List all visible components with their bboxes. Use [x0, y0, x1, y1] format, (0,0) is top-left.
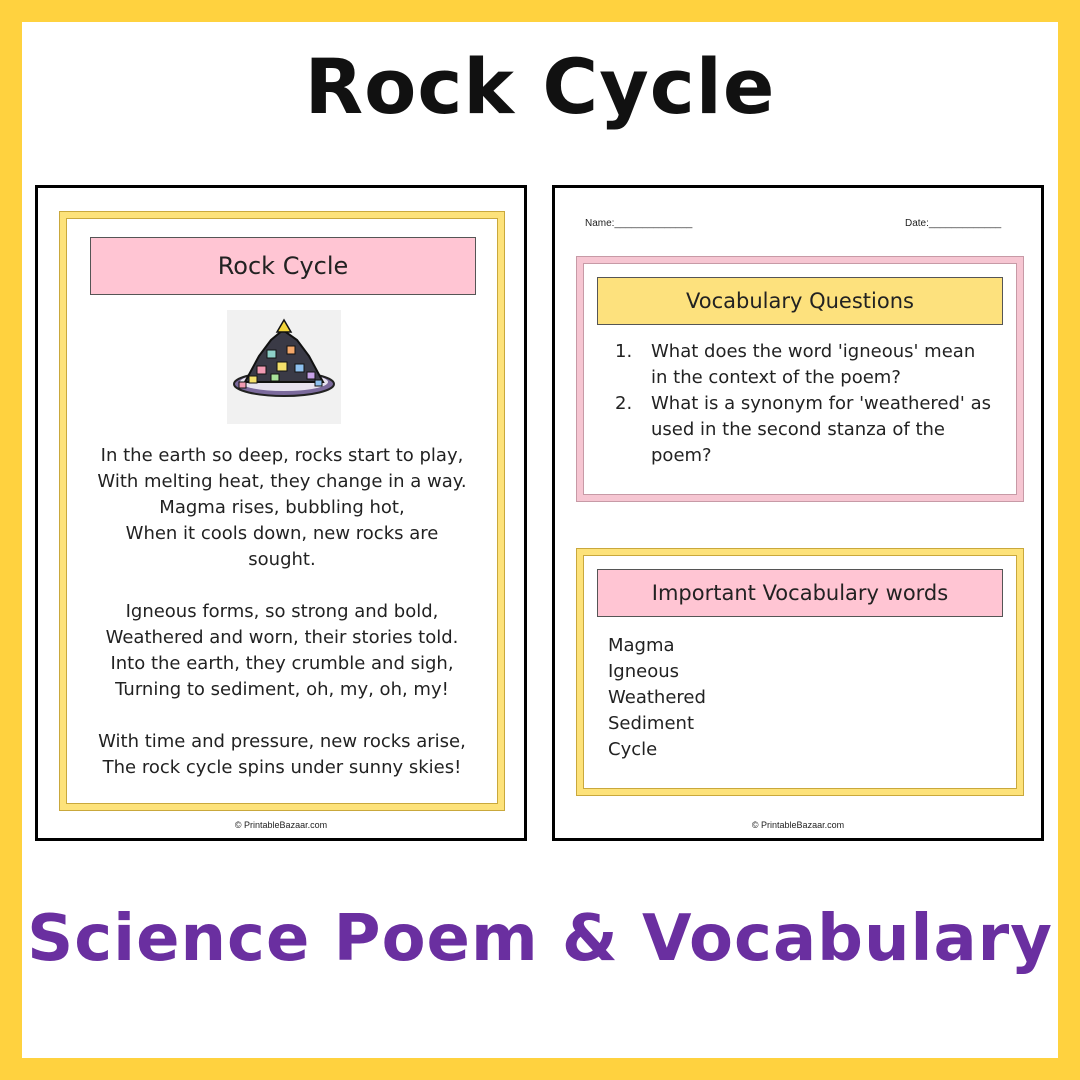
questions-frame	[577, 257, 1023, 501]
poem-line: With time and pressure, new rocks arise,	[98, 731, 466, 752]
vocab-frame	[577, 549, 1023, 795]
question-text: in the context of the poem?	[651, 367, 901, 388]
poem-stanza	[66, 599, 498, 703]
poem-heading: Rock Cycle	[90, 237, 476, 295]
poem-stanza	[66, 443, 498, 573]
poem-page-footer: © PrintableBazaar.com	[234, 820, 328, 830]
poem-line: The rock cycle spins under sunny skies!	[102, 757, 462, 778]
vocab-word: Cycle	[608, 739, 658, 760]
date-field[interactable]: Date:_____________	[905, 218, 1002, 229]
poem-line: Into the earth, they crumble and sigh,	[110, 653, 454, 674]
questions-heading: Vocabulary Questions	[597, 277, 1003, 325]
question-text: What does the word 'igneous' mean	[651, 341, 976, 362]
vocab-word: Igneous	[608, 661, 680, 682]
main-title: Rock Cycle	[304, 42, 776, 131]
vocab-heading: Important Vocabulary words	[597, 569, 1003, 617]
poem-stanza	[66, 729, 498, 781]
worksheet-page-footer: © PrintableBazaar.com	[751, 820, 845, 830]
vocab-word: Sediment	[608, 713, 695, 734]
poem-line: Turning to sediment, oh, my, oh, my!	[115, 679, 449, 700]
vocab-word: Magma	[608, 635, 675, 656]
question-number: 2.	[615, 393, 633, 414]
vocab-list	[608, 633, 706, 763]
poem-text	[66, 443, 498, 807]
subtitle: Science Poem & Vocabulary	[27, 902, 1053, 976]
poem-line: Weathered and worn, their stories told.	[105, 627, 459, 648]
questions-list	[615, 339, 991, 469]
question-item	[615, 339, 991, 391]
poem-line: With melting heat, they change in a way.	[97, 471, 467, 492]
poem-page	[35, 185, 527, 841]
question-text: poem?	[651, 445, 712, 466]
question-text: What is a synonym for 'weathered' as	[651, 393, 992, 414]
poem-line: Igneous forms, so strong and bold,	[125, 601, 439, 622]
poem-line: Magma rises, bubbling hot,	[159, 497, 405, 518]
question-item	[615, 391, 991, 469]
worksheet-page	[552, 185, 1044, 841]
poem-line: When it cools down, new rocks are	[125, 523, 439, 544]
question-number: 1.	[615, 341, 633, 362]
rock-pile-icon	[227, 310, 341, 424]
question-text: used in the second stanza of the	[651, 419, 946, 440]
poem-line: sought.	[248, 549, 316, 570]
poem-line: In the earth so deep, rocks start to play,	[100, 445, 464, 466]
poem-frame	[60, 212, 504, 810]
name-field[interactable]: Name:______________	[585, 218, 693, 229]
vocab-word: Weathered	[608, 687, 706, 708]
